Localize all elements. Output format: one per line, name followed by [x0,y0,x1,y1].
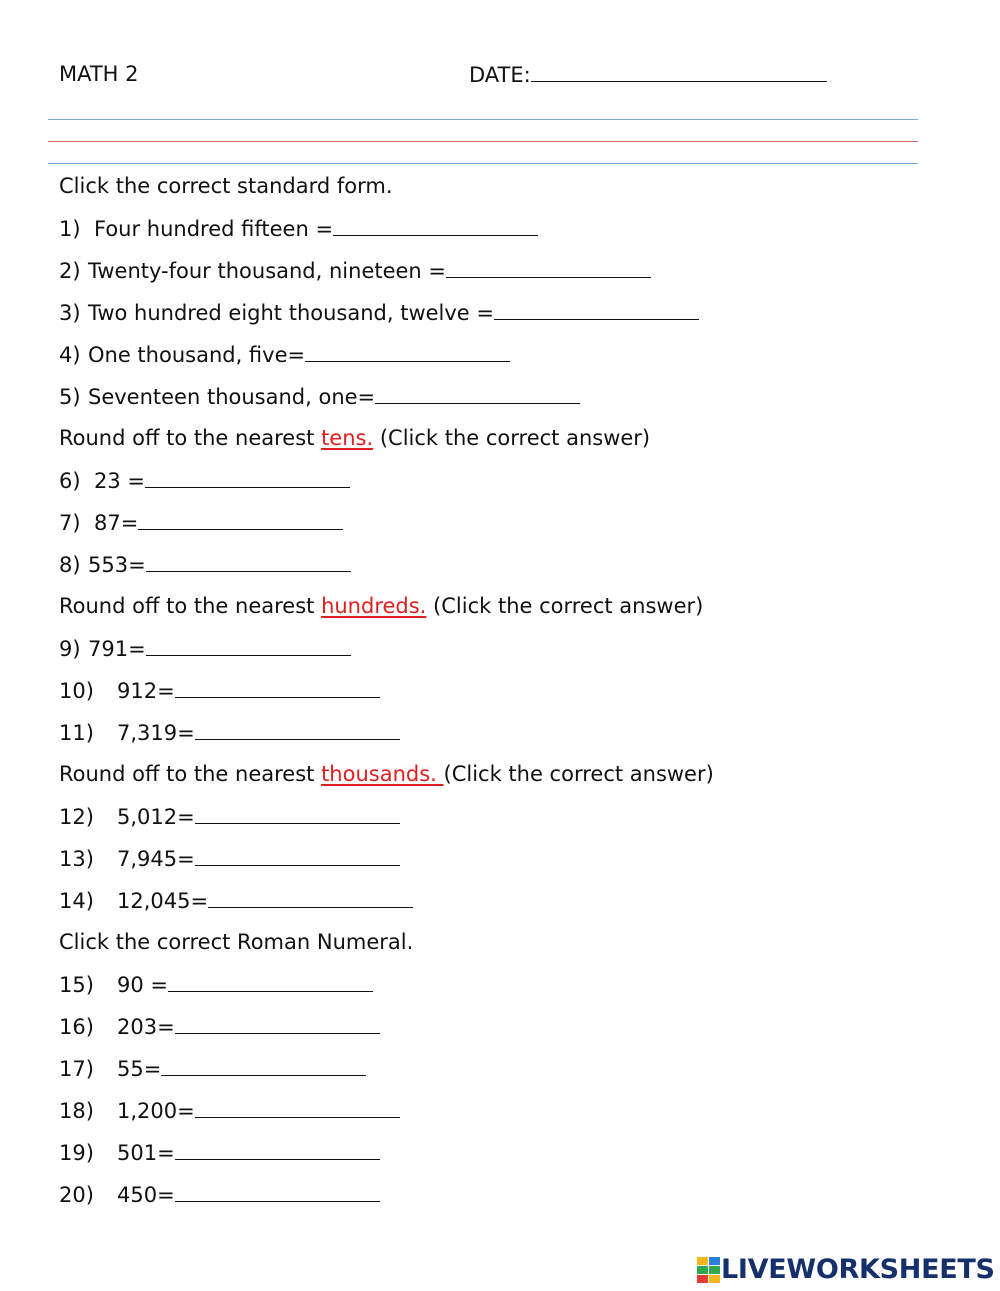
section-text: Round off to the nearest [59,594,322,618]
question-text: Two hundred eight thousand, twelve = [88,301,494,325]
answer-blank[interactable] [175,1181,380,1202]
question-text: 12,045= [117,889,209,913]
question-number: 2) [59,259,81,283]
question-text: 553= [88,553,146,577]
question-number: 5) [59,385,81,409]
answer-blank[interactable] [195,803,400,824]
answer-blank[interactable] [333,215,538,236]
question-number: 13) [59,847,94,871]
question-6 [59,467,350,494]
question-number: 17) [59,1057,94,1081]
section-round-thousands [59,761,714,787]
date-field[interactable] [531,61,827,82]
date-label: DATE: [469,63,531,87]
answer-blank[interactable] [161,1055,366,1076]
answer-blank[interactable] [305,341,510,362]
question-18 [59,1097,400,1124]
question-11 [59,719,400,746]
question-text: Four hundred fifteen = [94,217,334,241]
answer-blank[interactable] [494,299,699,320]
question-text: 23 = [94,469,145,493]
question-number: 6) [59,469,81,493]
question-text: 55= [117,1057,162,1081]
question-text: 791= [88,637,146,661]
question-14 [59,887,413,914]
question-number: 1) [59,217,81,241]
question-13 [59,845,400,872]
answer-blank[interactable] [446,257,651,278]
question-text: 501= [117,1141,175,1165]
question-number: 10) [59,679,94,703]
keyword-thousands: thousands. [321,762,444,786]
question-number: 19) [59,1141,94,1165]
answer-blank[interactable] [175,1139,380,1160]
logo-blocks-icon [697,1257,721,1283]
ruled-line-middle [48,141,918,142]
answer-blank[interactable] [138,509,343,530]
question-9 [59,635,351,662]
question-text: Twenty-four thousand, nineteen = [88,259,447,283]
question-text: 7,945= [117,847,195,871]
date-line [469,61,827,88]
question-number: 14) [59,889,94,913]
question-text: 1,200= [117,1099,195,1123]
question-number: 18) [59,1099,94,1123]
question-text: Seventeen thousand, one= [88,385,376,409]
question-number: 11) [59,721,94,745]
question-number: 20) [59,1183,94,1207]
answer-blank[interactable] [146,635,351,656]
section-text: (Click the correct answer) [443,762,714,786]
section-round-hundreds [59,593,703,619]
question-text: 7,319= [117,721,195,745]
question-number: 9) [59,637,81,661]
question-text: 90 = [117,973,168,997]
question-10 [59,677,380,704]
section-text: Round off to the nearest [59,426,322,450]
question-4 [59,341,510,368]
question-8 [59,551,351,578]
question-12 [59,803,400,830]
question-16 [59,1013,380,1040]
question-19 [59,1139,380,1166]
answer-blank[interactable] [168,971,373,992]
section-roman-numerals: Click the correct Roman Numeral. [59,930,414,954]
answer-blank[interactable] [195,719,400,740]
section-text: (Click the correct answer) [373,426,651,450]
section-standard-form: Click the correct standard form. [59,174,393,198]
question-number: 15) [59,973,94,997]
question-number: 8) [59,553,81,577]
question-text: 450= [117,1183,175,1207]
answer-blank[interactable] [175,677,380,698]
question-2 [59,257,651,284]
question-text: 5,012= [117,805,195,829]
section-round-tens [59,425,650,451]
answer-blank[interactable] [146,551,351,572]
ruled-line-top [48,119,918,120]
question-text: 912= [117,679,175,703]
question-number: 7) [59,511,81,535]
question-17 [59,1055,366,1082]
question-text: 203= [117,1015,175,1039]
answer-blank[interactable] [145,467,350,488]
liveworksheets-logo[interactable] [697,1255,995,1285]
keyword-tens: tens. [321,426,374,450]
question-15 [59,971,373,998]
answer-blank[interactable] [208,887,413,908]
answer-blank[interactable] [175,1013,380,1034]
question-number: 16) [59,1015,94,1039]
answer-blank[interactable] [195,1097,400,1118]
logo-text: LIVEWORKSHEETS [721,1254,995,1285]
question-1 [59,215,538,242]
question-text: 87= [94,511,139,535]
section-text: Round off to the nearest [59,762,322,786]
question-3 [59,299,699,326]
ruled-line-bottom [48,163,918,164]
question-20 [59,1181,380,1208]
question-text: One thousand, five= [88,343,306,367]
keyword-hundreds: hundreds. [321,594,427,618]
answer-blank[interactable] [375,383,580,404]
question-number: 3) [59,301,81,325]
question-7 [59,509,343,536]
section-text: (Click the correct answer) [426,594,704,618]
answer-blank[interactable] [195,845,400,866]
question-number: 12) [59,805,94,829]
question-5 [59,383,580,410]
subject-title: MATH 2 [59,62,139,86]
question-number: 4) [59,343,81,367]
